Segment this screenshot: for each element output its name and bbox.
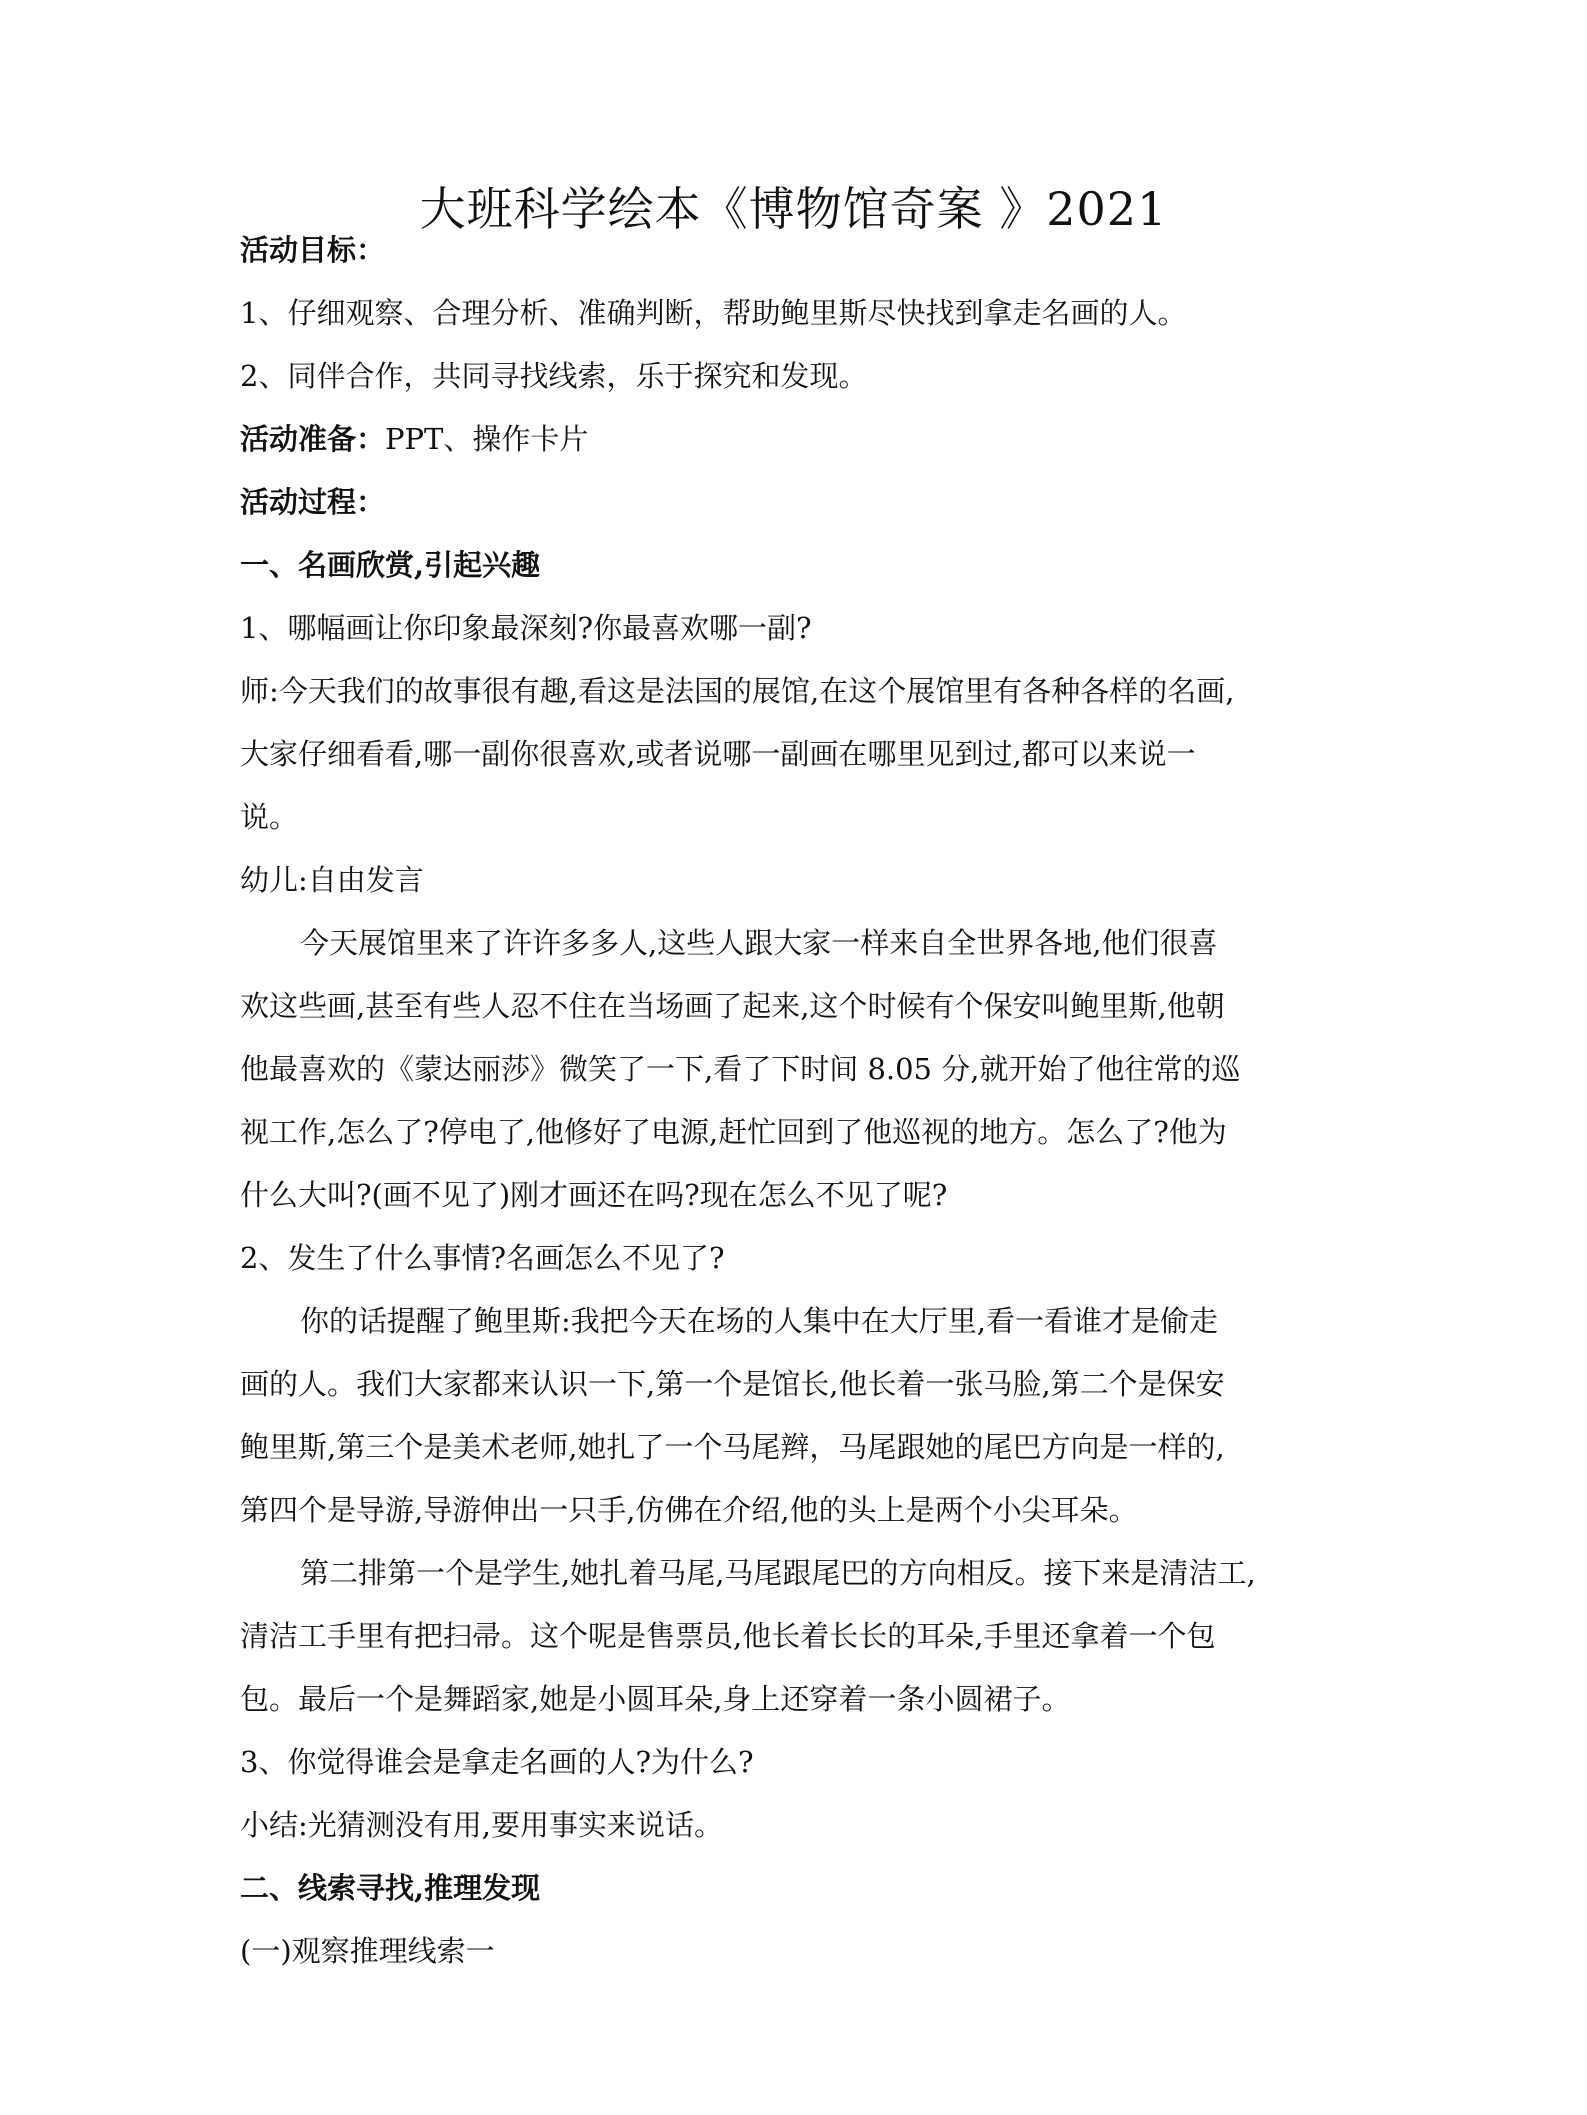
preparation-value: PPT、操作卡片 <box>385 422 589 456</box>
objective-item-2: 2、同伴合作，共同寻找线索，乐于探究和发现。 <box>240 359 868 393</box>
paragraph-line: 视工作,怎么了?停电了,他修好了电源,赶忙回到了他巡视的地方。怎么了?他为 <box>240 1115 1227 1149</box>
paragraph-line: 清洁工手里有把扫帚。这个呢是售票员,他长着长长的耳朵,手里还拿着一个包 <box>240 1619 1216 1653</box>
heading-process: 活动过程： <box>240 485 386 519</box>
paragraph-line: 说。 <box>240 800 299 834</box>
question-3: 3、你觉得谁会是拿走名画的人?为什么? <box>240 1745 754 1779</box>
paragraph-line: 什么大叫?(画不见了)刚才画还在吗?现在怎么不见了呢? <box>240 1178 948 1212</box>
document-title: 大班科学绘本《博物馆奇案 》2021 <box>419 181 1168 236</box>
paragraph-line: 第四个是导游,导游伸出一只手,仿佛在介绍,他的头上是两个小尖耳朵。 <box>240 1493 1138 1527</box>
paragraph-line: 你的话提醒了鲍里斯:我把今天在场的人集中在大厅里,看一看谁才是偷走 <box>300 1304 1218 1338</box>
paragraph-line: 他最喜欢的《蒙达丽莎》微笑了一下,看了下时间 8.05 分,就开始了他往常的巡 <box>240 1052 1241 1086</box>
paragraph-line: 画的人。我们大家都来认识一下,第一个是馆长,他长着一张马脸,第二个是保安 <box>240 1367 1225 1401</box>
question-2: 2、发生了什么事情?名画怎么不见了? <box>240 1241 725 1275</box>
paragraph-line: 幼儿:自由发言 <box>240 863 424 897</box>
subsection-heading-1: (一)观察推理线索一 <box>240 1934 495 1968</box>
section-heading-2: 二、线索寻找,推理发现 <box>240 1871 541 1905</box>
paragraph-line: 欢这些画,甚至有些人忍不住在当场画了起来,这个时候有个保安叫鲍里斯,他朝 <box>240 989 1225 1023</box>
preparation-line <box>240 419 1370 459</box>
section-heading-1: 一、名画欣赏,引起兴趣 <box>240 548 541 582</box>
paragraph-line: 鲍里斯,第三个是美术老师,她扎了一个马尾辫，马尾跟她的尾巴方向是一样的, <box>240 1430 1225 1464</box>
objective-item-1: 1、仔细观察、合理分析、准确判断，帮助鲍里斯尽快找到拿走名画的人。 <box>240 296 1187 330</box>
paragraph-line: 大家仔细看看,哪一副你很喜欢,或者说哪一副画在哪里见到过,都可以来说一 <box>240 737 1196 771</box>
preparation-label: 活动准备： <box>240 422 386 456</box>
paragraph-line: 师:今天我们的故事很有趣,看这是法国的展馆,在这个展馆里有各种各样的名画, <box>240 674 1235 708</box>
question-1: 1、哪幅画让你印象最深刻?你最喜欢哪一副? <box>240 611 812 645</box>
summary-line: 小结:光猜测没有用,要用事实来说话。 <box>240 1808 723 1842</box>
paragraph-line: 包。最后一个是舞蹈家,她是小圆耳朵,身上还穿着一条小圆裙子。 <box>240 1682 1071 1716</box>
heading-objectives: 活动目标： <box>240 233 386 267</box>
paragraph-line: 第二排第一个是学生,她扎着马尾,马尾跟尾巴的方向相反。接下来是清洁工, <box>300 1556 1256 1590</box>
paragraph-line: 今天展馆里来了许许多多人,这些人跟大家一样来自全世界各地,他们很喜 <box>300 926 1218 960</box>
